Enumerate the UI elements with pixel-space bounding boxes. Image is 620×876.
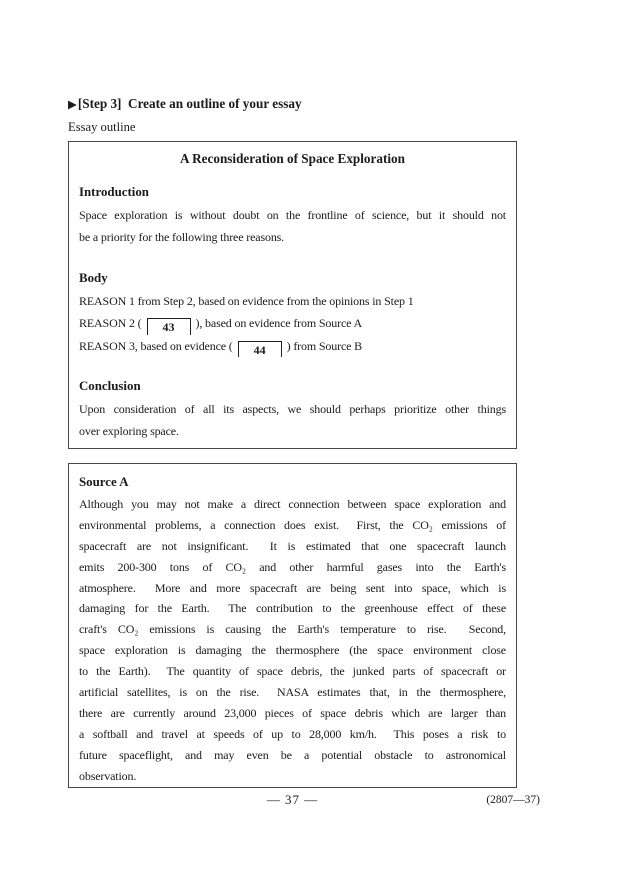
triangle-right-icon: ▶ — [68, 97, 77, 111]
step-header — [68, 96, 302, 134]
source-a-line: space exploration is damaging the thermosphere (the space environment close — [79, 643, 506, 658]
introduction-line: Space exploration is without doubt on the frontline of science, but it should not — [79, 208, 506, 222]
conclusion-heading: Conclusion — [79, 378, 141, 393]
outline-title: A Reconsideration of Space Exploration — [180, 151, 405, 166]
source-a-line: a softball and travel at speeds of up to 28,000 km/h. This poses a risk to — [79, 726, 506, 741]
essay-outline-label: Essay outline — [68, 120, 136, 134]
source-a-line: artificial satellites, is on the rise. NASA estimates that, in the thermosphere, — [79, 685, 506, 700]
source-a-line: emits 200-300 tons of CO₂ and other harmful gases into the Earth's — [79, 559, 506, 574]
step-heading — [68, 96, 302, 112]
step-heading-text: [Step 3] Create an outline of your essay — [77, 96, 302, 111]
reason-3-prefix: REASON 3, based on evidence ( — [79, 338, 233, 353]
answer-box-44: 44 — [238, 341, 282, 357]
source-a-line: Although you may not make a direct connection between space exploration and — [79, 497, 506, 511]
page-number: — 37 — — [266, 792, 319, 807]
essay-outline-box — [68, 141, 517, 449]
source-a-line: spacecraft are not insignificant. It is estimated that one spacecraft launch — [79, 538, 506, 553]
source-a-line: future spaceflight, and may even be a potential obstacle to astronomical — [79, 747, 506, 762]
source-a-line: craft's CO₂ emissions is causing the Earth's temperature to rise. Second, — [79, 622, 506, 637]
source-a-line: to the Earth). The quantity of space debris, the junked parts of spacecraft or — [79, 664, 506, 679]
source-a-line: observation. — [79, 768, 137, 783]
reason-2-prefix: REASON 2 ( — [79, 316, 142, 331]
body-heading: Body — [79, 270, 108, 285]
introduction-heading: Introduction — [79, 185, 149, 199]
reason-3-suffix: ) from Source B — [286, 338, 363, 353]
answer-box-43: 43 — [147, 318, 191, 334]
reason-1-line: REASON 1 from Step 2, based on evidence from the opinions in Step 1 — [79, 293, 414, 308]
source-a-line: damaging for the Earth. The contribution to the greenhouse effect of these — [79, 601, 506, 616]
reason-3-line — [79, 335, 506, 357]
conclusion-line: Upon consideration of all its aspects, we should perhaps prioritize other things — [79, 401, 506, 416]
source-a-line: atmosphere. More and more spacecraft are being sent into space, which is — [79, 580, 506, 595]
source-a-line: environmental problems, a connection does exist. First, the CO₂ emissions of — [79, 517, 506, 532]
source-a-line: there are currently around 23,000 pieces of space debris which are larger than — [79, 705, 506, 720]
source-a-box — [68, 463, 517, 788]
source-a-heading: Source A — [79, 475, 129, 489]
document-code: (2807—37) — [486, 794, 540, 806]
introduction-line: be a priority for the following three reasons. — [79, 230, 285, 245]
conclusion-line: over exploring space. — [79, 424, 179, 439]
reason-2-suffix: ), based on evidence from Source A — [195, 316, 363, 331]
reason-2-line — [79, 312, 506, 334]
